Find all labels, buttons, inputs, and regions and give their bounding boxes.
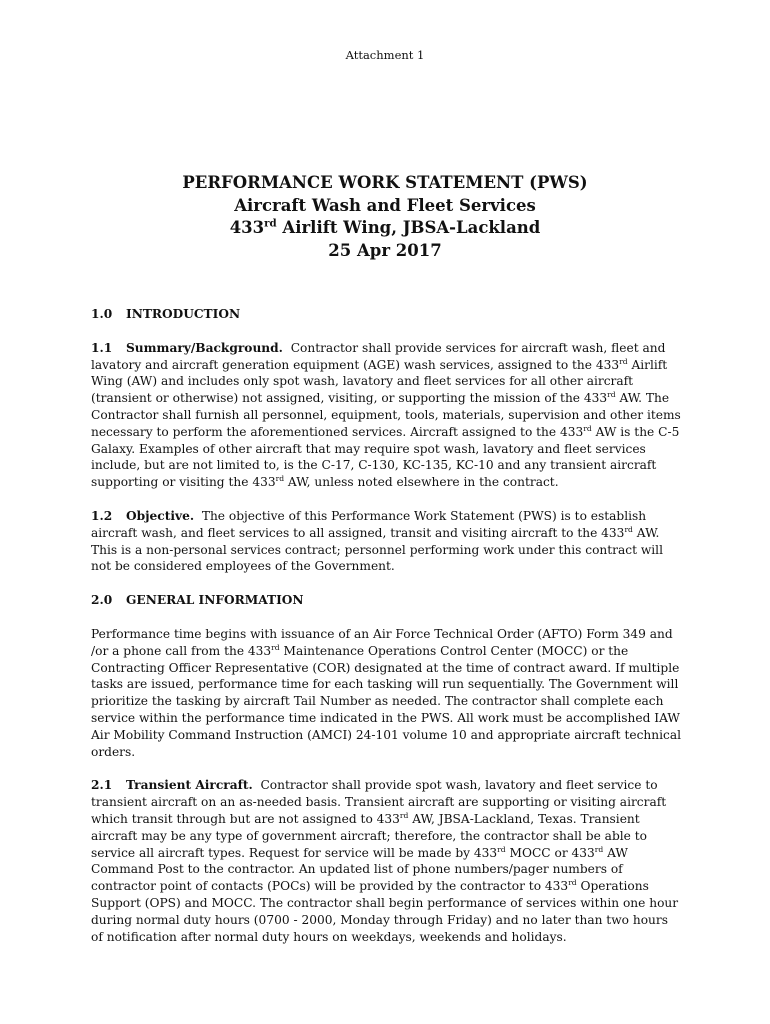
- title-line-2: Aircraft Wash and Fleet Services: [234, 195, 536, 215]
- paragraph-1-2: 1.2 Objective. The objective of this Performance Work Statement (PWS) is to establish aircraft wash, and fleet services to all assigned, transit and visiting aircraft to the 433rd AW. This is a non-personal services contract; personnel performing work under this contract will not be considered employees of the Government.: [91, 508, 663, 574]
- attachment-label: Attachment 1: [345, 48, 425, 62]
- paragraph-2-0: Performance time begins with issuance of an Air Force Technical Order (AFTO) Form 349 and /or a phone call from the 433rd Maintenance Operations Control Center (MOCC) or the Contracting Officer Representative (COR) designated at the time of contract award. If multiple tasks are issued, performance time for each tasking will run sequentially. The Government will prioritize the tasking by aircraft Tail Number as needed. The contractor shall complete each service within the performance time indicated in the PWS. All work must be accomplished IAW Air Mobility Command Instruction (AMCI) 24-101 volume 10 and appropriate aircraft technical orders.: [91, 626, 681, 759]
- document-body: [91, 306, 683, 962]
- paragraph-2-1: 2.1 Transient Aircraft. Contractor shall provide spot wash, lavatory and fleet service to transient aircraft on an as-needed basis. Transient aircraft are supporting or visiting aircraft which transit through but are not assigned to 433rd AW, JBSA-Lackland, Texas. Transient aircraft may be any type of government aircraft; therefore, the contractor shall be able to service all aircraft types. Request for service will be made by 433rd MOCC or 433rd AW Command Post to the contractor. An updated list of phone numbers/pager numbers of contractor point of contacts (POCs) will be provided by the contractor to 433rd Operations Support (OPS) and MOCC. The contractor shall begin performance of services within one hour during normal duty hours (0700 - 2000, Monday through Friday) and no later than two hours of notification after normal duty hours on weekdays, weekends and holidays.: [91, 778, 679, 944]
- paragraph-1-1: 1.1 Summary/Background. Contractor shall provide services for aircraft wash, fleet and lavatory and aircraft generation equipment (AGE) wash services, assigned to the 433rd Airlift Wing (AW) and includes only spot wash, lavatory and fleet services for all other aircraft (transient or otherwise) not assigned, visiting, or supporting the mission of the 433rd AW. The Contractor shall furnish all personnel, equipment, tools, materials, supervision and other items necessary to perform the aforementioned services. Aircraft assigned to the 433rd AW is the C-5 Galaxy. Examples of other aircraft that may require spot wash, lavatory and fleet services include, but are not limited to, is the C-17, C-130, KC-135, KC-10 and any transient aircraft supporting or visiting the 433rd AW, unless noted elsewhere in the contract.: [91, 340, 681, 490]
- title-date: 25 Apr 2017: [328, 240, 442, 260]
- section-heading-2-0: 2.0 GENERAL INFORMATION: [91, 593, 304, 608]
- title-line-3: 433rd Airlift Wing, JBSA-Lackland: [229, 217, 541, 237]
- title-line-1: PERFORMANCE WORK STATEMENT (PWS): [182, 173, 588, 192]
- document-title: [0, 172, 770, 262]
- section-heading-1-0: 1.0 INTRODUCTION: [91, 307, 241, 321]
